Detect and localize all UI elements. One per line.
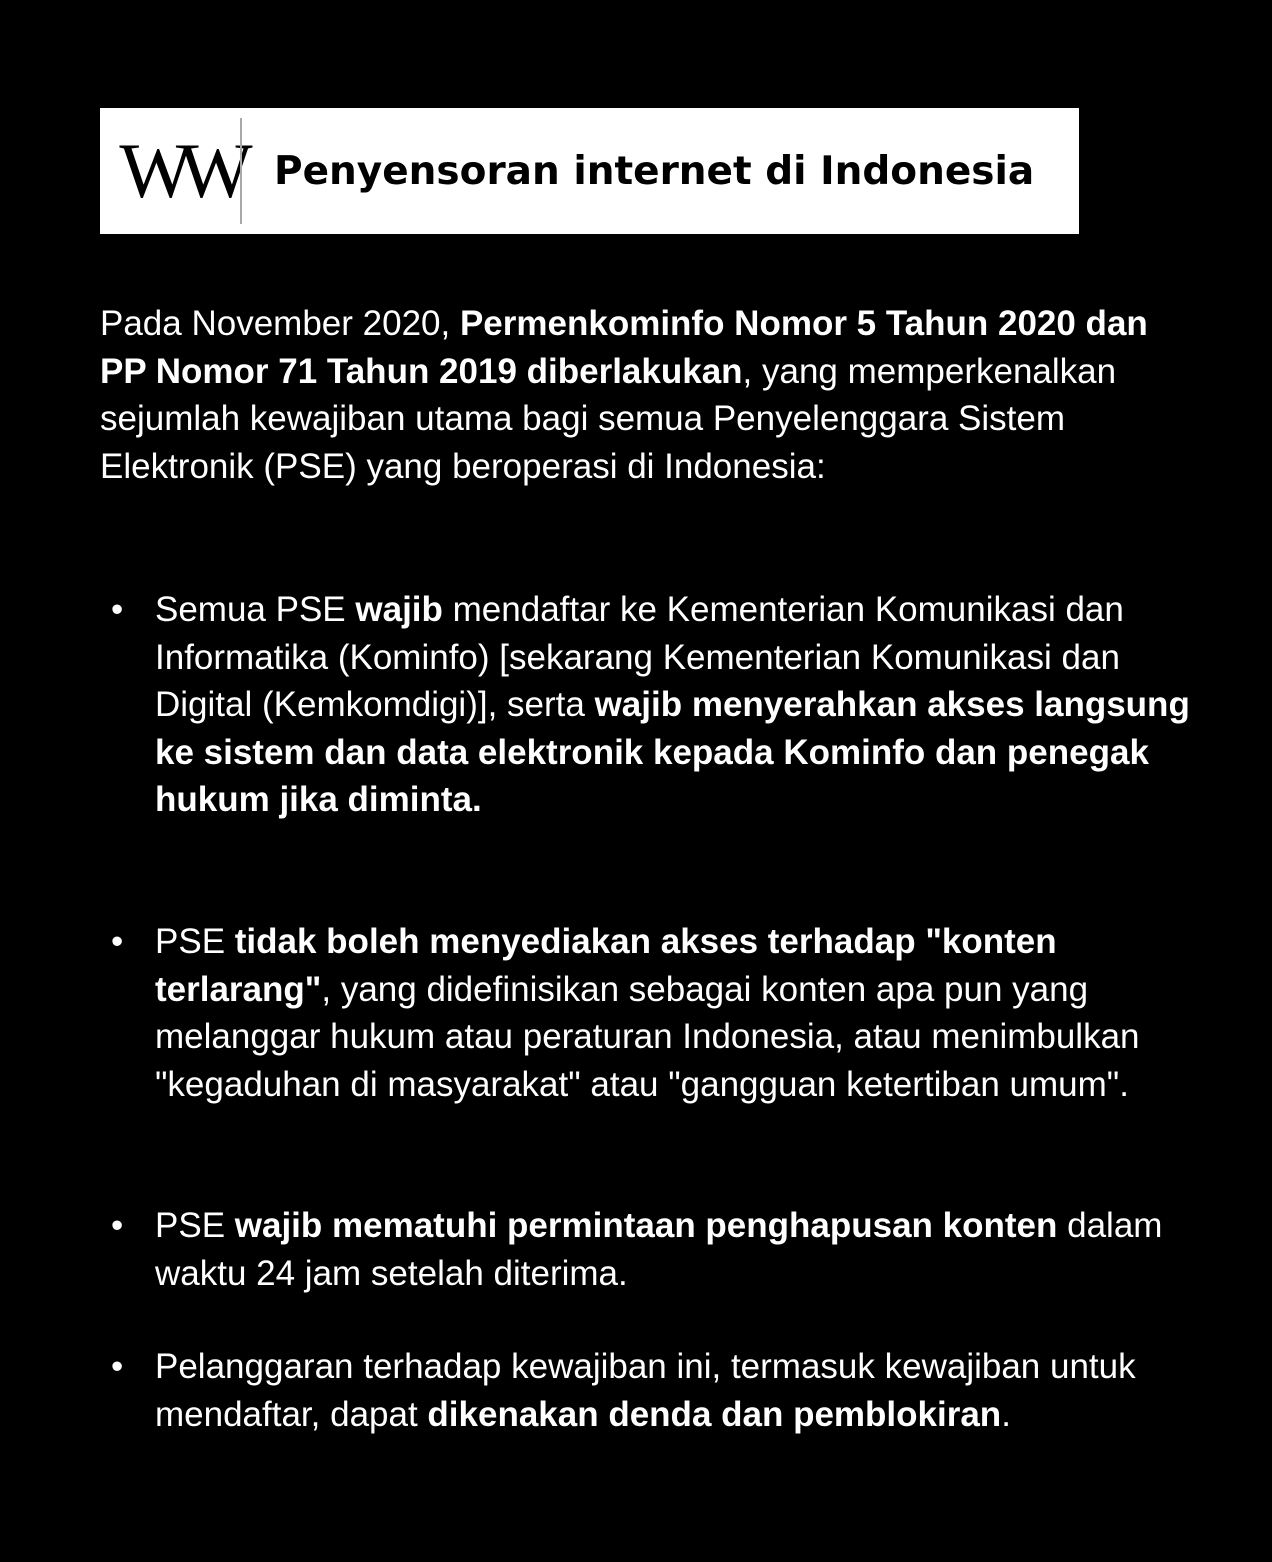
list-item: • PSE wajib mematuhi permintaan penghapusan konten dalam waktu 24 jam setelah diterima. xyxy=(155,1202,1215,1297)
page-title: Penyensoran internet di Indonesia xyxy=(274,148,1035,194)
list-item: • PSE tidak boleh menyediakan akses terhadap "konten terlarang", yang didefinisikan sebagai konten apa pun yang melanggar hukum atau peraturan Indonesia, atau menimbulkan "kegaduhan di masyarakat" atau "gangguan ketertiban umum". xyxy=(155,918,1215,1108)
bullet-icon: • xyxy=(111,922,124,961)
article-header xyxy=(100,108,1079,234)
intro-paragraph: Pada November 2020, Permenkominfo Nomor 5 Tahun 2020 dan PP Nomor 71 Tahun 2019 diberlakukan, yang memperkenalkan sejumlah kewajiban utama bagi semua Penyelenggara Sistem Elektronik (PSE) yang beroperasi di Indonesia: xyxy=(100,304,1148,486)
bullet-icon: • xyxy=(111,1206,124,1245)
header-divider xyxy=(240,118,242,224)
list-item: • Semua PSE wajib mendaftar ke Kementerian Komunikasi dan Informatika (Kominfo) [sekarang Kementerian Komunikasi dan Digital (Kemkomdigi)], serta wajib menyerahkan akses langsung ke sistem dan data elektronik kepada Kominfo dan penegak hukum jika diminta. xyxy=(155,586,1215,824)
wikipedia-logo-icon: W W xyxy=(119,127,239,214)
bullet-icon: • xyxy=(111,590,124,629)
list-item: • Pelanggaran terhadap kewajiban ini, termasuk kewajiban untuk mendaftar, dapat dikenakan denda dan pemblokiran. xyxy=(155,1343,1215,1438)
bullet-icon: • xyxy=(111,1347,124,1386)
